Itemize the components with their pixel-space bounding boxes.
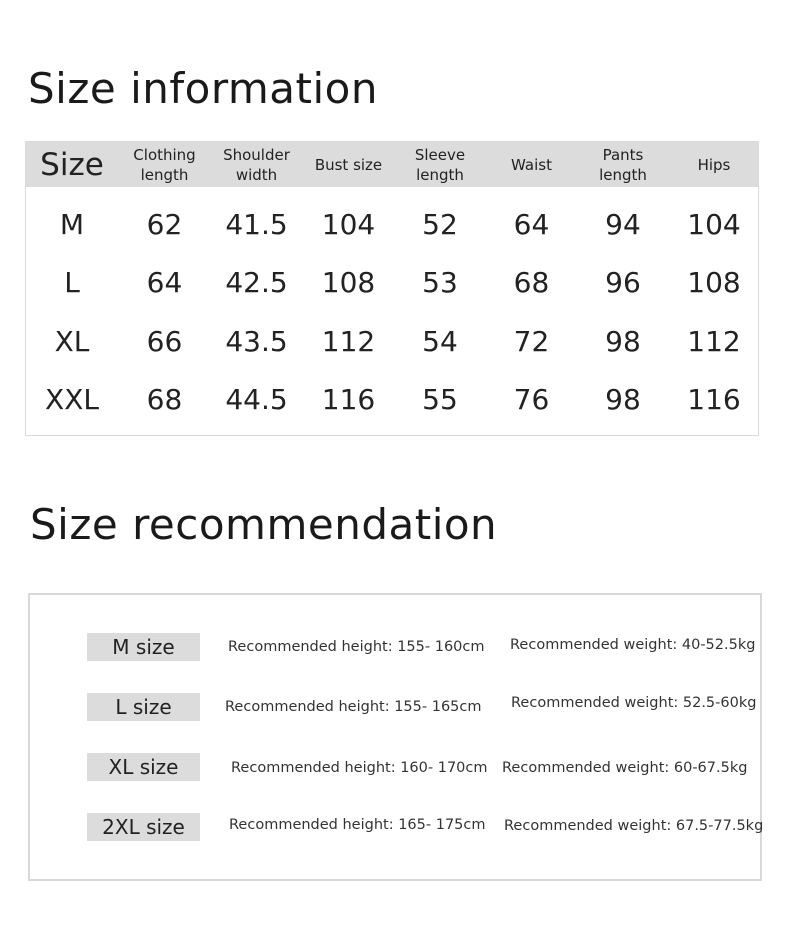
table-cell: 42.5 <box>225 265 288 299</box>
recommend-height: Recommended height: 160- 170cm <box>231 760 488 776</box>
recommend-height: Recommended height: 155- 165cm <box>225 699 482 715</box>
size-information-title: Size information <box>28 64 378 113</box>
size-information-table <box>25 141 759 436</box>
table-cell: 112 <box>687 324 741 358</box>
recommend-size-label: 2XL size <box>87 813 200 841</box>
table-cell: 98 <box>605 382 641 416</box>
recommend-size-label: L size <box>87 693 200 721</box>
table-cell: 64 <box>146 265 183 299</box>
table-cell: 41.5 <box>225 207 288 241</box>
table-cell: 72 <box>513 324 550 358</box>
table-cell: 44.5 <box>225 382 288 416</box>
table-cell: 108 <box>321 265 376 299</box>
table-cell: XXL <box>45 382 99 416</box>
table-cell: 116 <box>687 382 741 416</box>
recommend-weight: Recommended weight: 67.5-77.5kg <box>504 818 764 834</box>
header-size: Size <box>40 146 104 183</box>
header-hips: Hips <box>697 155 731 174</box>
size-recommendation-box <box>28 593 762 881</box>
table-cell: 62 <box>146 207 183 241</box>
table-cell: 104 <box>687 207 741 241</box>
table-header-row <box>26 142 758 187</box>
header-bust-size: Bust size <box>314 155 383 174</box>
recommend-size-label: M size <box>87 633 200 661</box>
table-cell: 98 <box>605 324 641 358</box>
table-cell: XL <box>54 324 90 358</box>
table-cell: 43.5 <box>225 324 288 358</box>
table-cell: L <box>64 265 80 299</box>
table-cell: 68 <box>146 382 183 416</box>
header-pants-length: Pants length <box>599 145 647 184</box>
table-cell: 55 <box>422 382 458 416</box>
table-cell: 64 <box>513 207 550 241</box>
header-clothing-length: Clothing length <box>133 145 196 184</box>
recommend-weight: Recommended weight: 60-67.5kg <box>502 760 748 776</box>
header-waist: Waist <box>511 155 552 174</box>
table-cell: 76 <box>513 382 550 416</box>
table-cell: 66 <box>146 324 183 358</box>
table-cell: 96 <box>605 265 641 299</box>
size-recommendation-title: Size recommendation <box>30 500 498 549</box>
recommend-size-label: XL size <box>87 753 200 781</box>
header-sleeve-length: Sleeve length <box>414 145 466 184</box>
recommend-height: Recommended height: 165- 175cm <box>229 817 486 833</box>
table-cell: 116 <box>321 382 376 416</box>
recommend-weight: Recommended weight: 52.5-60kg <box>511 695 757 711</box>
header-shoulder-width: Shoulder width <box>223 145 290 184</box>
table-cell: 54 <box>422 324 458 358</box>
table-cell: 94 <box>605 207 641 241</box>
table-cell: 53 <box>422 265 458 299</box>
recommend-weight: Recommended weight: 40-52.5kg <box>510 637 756 653</box>
table-cell: 104 <box>321 207 376 241</box>
recommend-height: Recommended height: 155- 160cm <box>228 639 485 655</box>
table-cell: 112 <box>321 324 376 358</box>
table-cell: 52 <box>422 207 458 241</box>
table-cell: 108 <box>687 265 741 299</box>
table-cell: M <box>59 207 85 241</box>
table-cell: 68 <box>513 265 550 299</box>
